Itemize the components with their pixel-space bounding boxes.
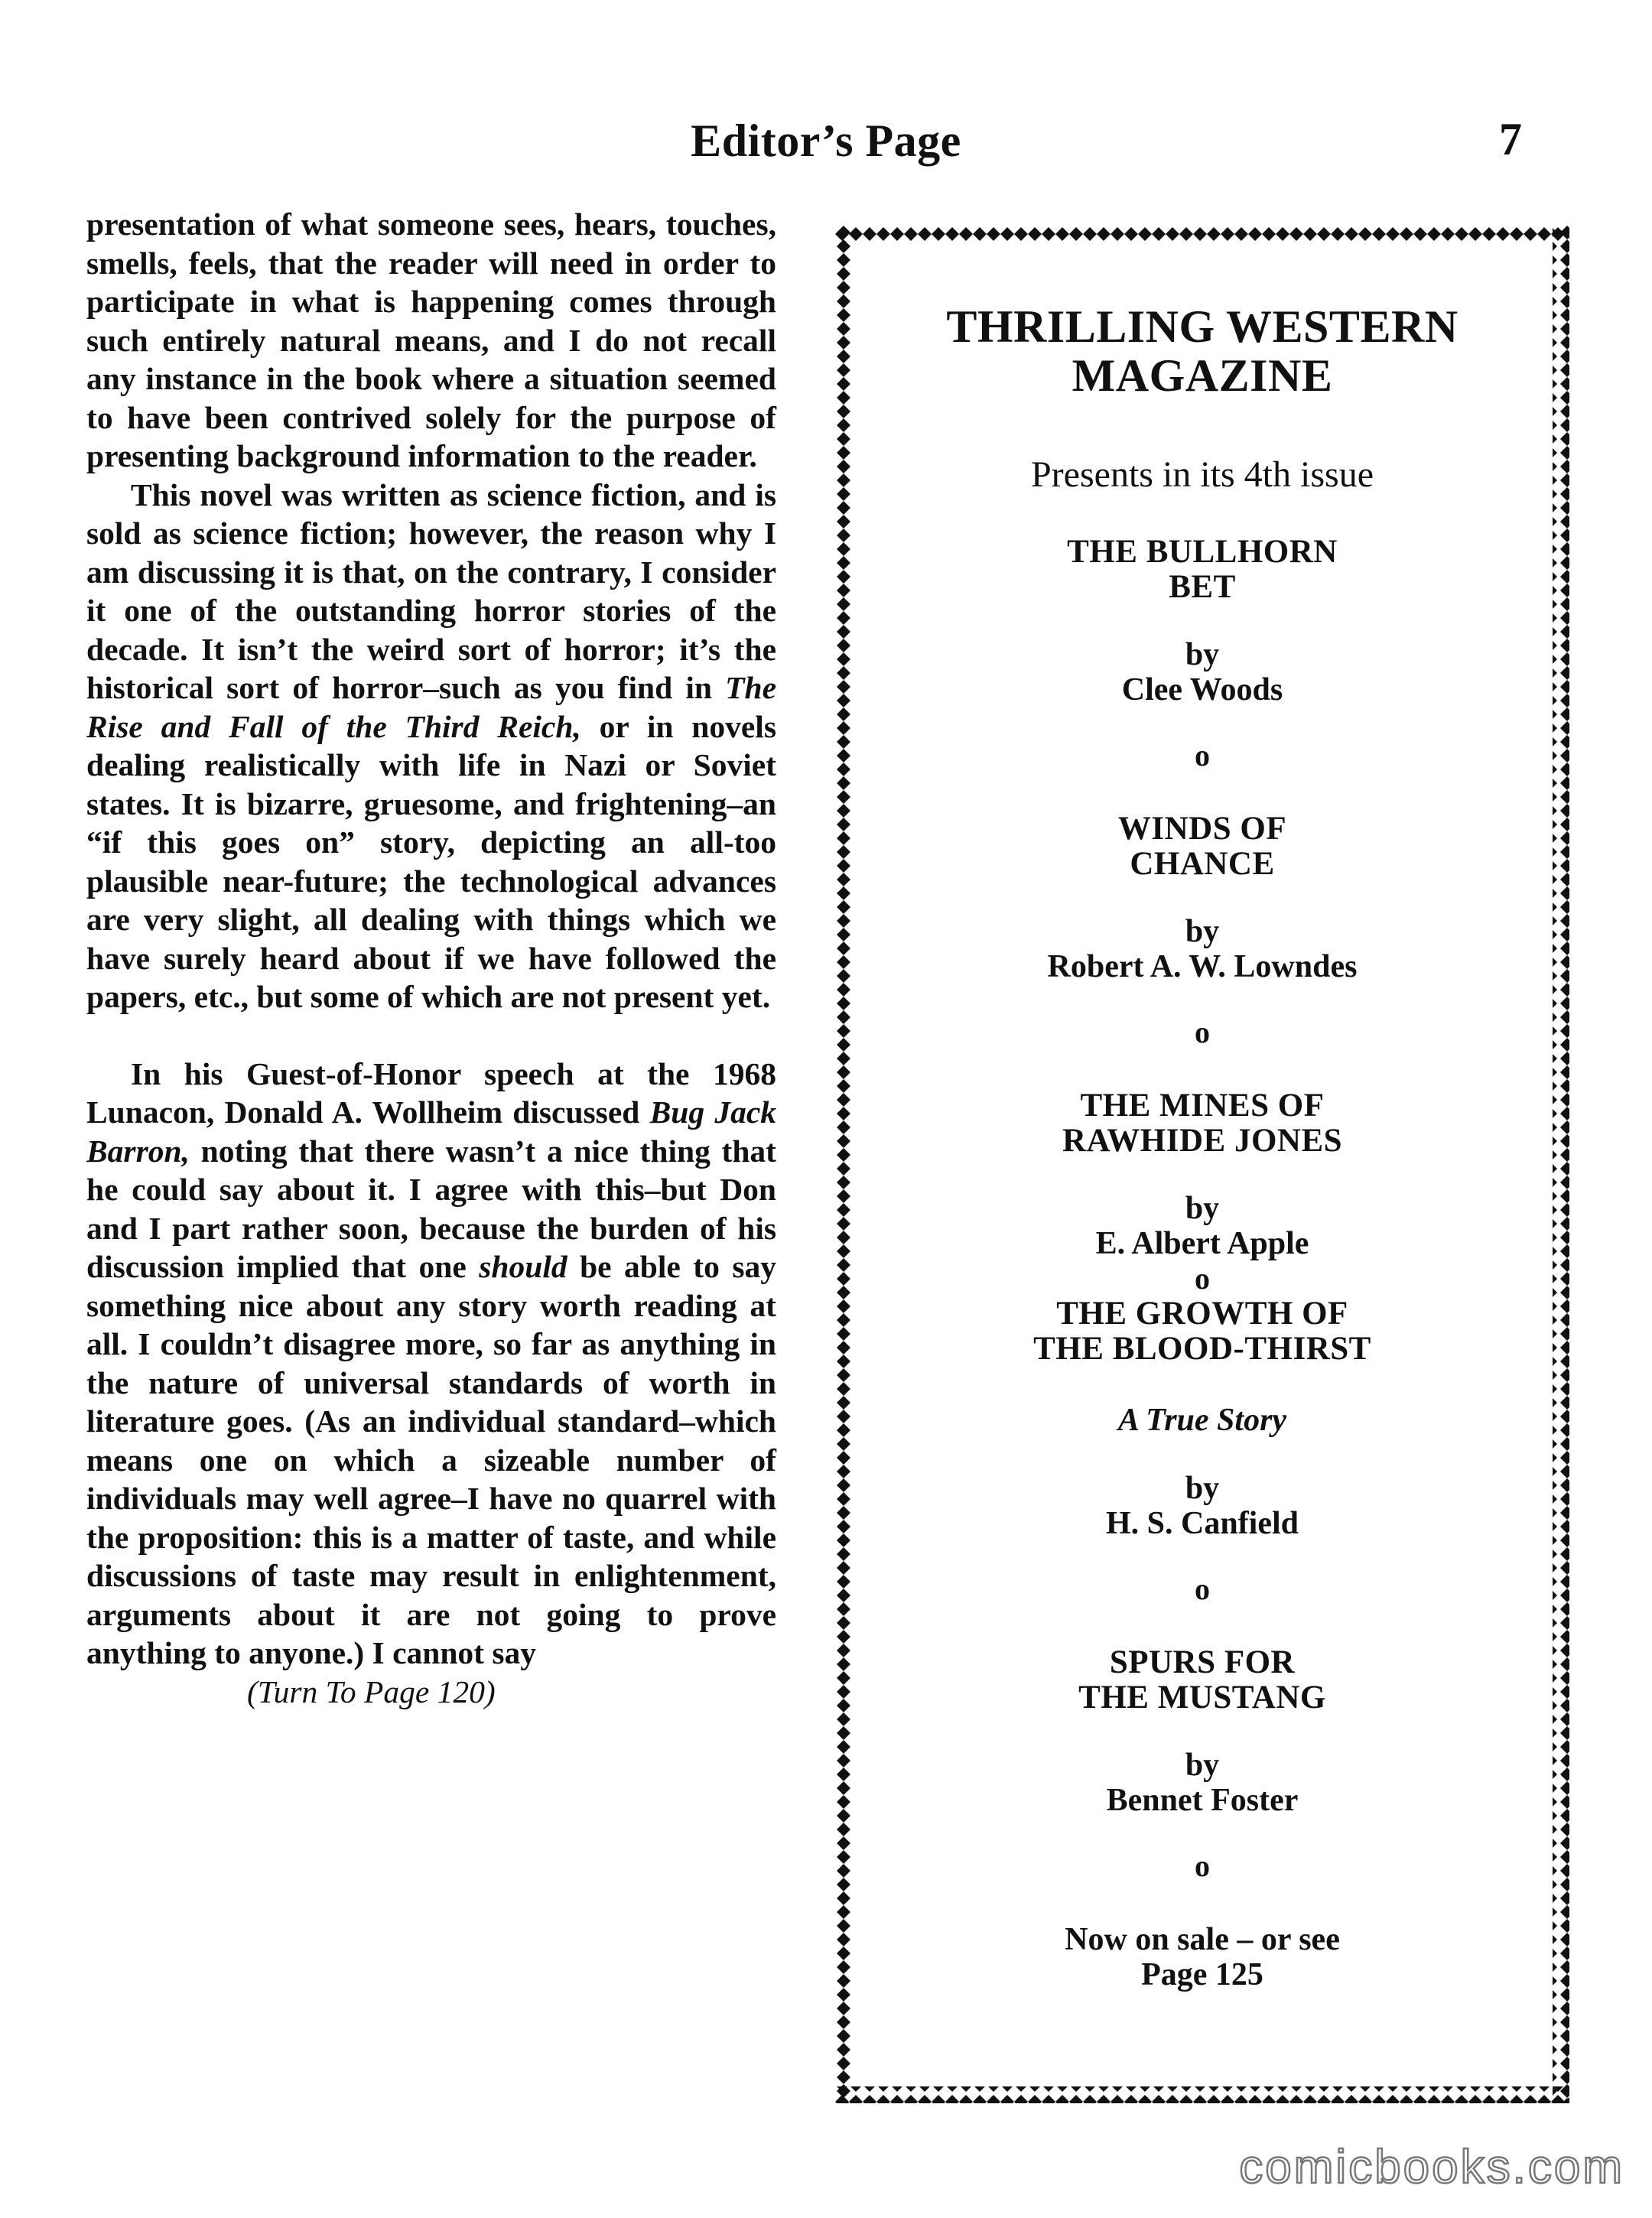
ad-subtitle: Presents in its 4th issue (1030, 454, 1374, 495)
separator: o (1195, 1572, 1210, 1606)
separator: o (1195, 738, 1210, 772)
ad-content (881, 302, 1524, 1992)
site-watermark: comicbooks.com (1239, 2141, 1624, 2194)
story-title: THE GROWTH OF THE BLOOD-THIRST (1033, 1296, 1371, 1367)
by-label: by (1185, 1191, 1220, 1226)
story-title: THE BULLHORN BET (1067, 534, 1338, 605)
article-column (86, 205, 776, 1711)
story-item (881, 1088, 1524, 1261)
book-title-bug-jack-barron: Bug Jack Barron, (86, 1094, 776, 1169)
separator: o (1195, 1015, 1210, 1049)
by-label: by (1185, 1748, 1220, 1783)
by-label: by (1185, 637, 1220, 672)
story-title: THE MINES OF RAWHIDE JONES (1062, 1088, 1343, 1159)
story-item (881, 1645, 1524, 1818)
separator: o (1195, 1261, 1210, 1296)
story-item (881, 535, 1524, 707)
continued-note: (Turn To Page 120) (247, 1673, 496, 1709)
article-paragraph-1: presentation of what someone sees, hears, touches, smells, feels, that the reader will need in order to participate in what is happening comes through such entirely natural means, and I do not recall any instance in the book where a situation seemed to have been contrived solely for the purpose of presenting background information to the reader. (86, 207, 776, 473)
story-author: Clee Woods (1121, 672, 1283, 707)
story-title: WINDS OF CHANCE (1117, 811, 1287, 882)
story-author: H. S. Canfield (1105, 1506, 1299, 1541)
story-title: SPURS FOR THE MUSTANG (1078, 1644, 1326, 1716)
article-paragraph-2: This novel was written as science fiction, and is sold as science fiction; however, the reason why I am discussing it is that, on the contrary, I consider it one of the outstanding horror stories of the decade. It isn’t the weird sort of horror; it’s the historical sort of horror–such as you find in The Rise and Fall of the Third Reich, or in novels dealing realistically with life in Nazi or Soviet states. It is bizarre, gruesome, and frightening–an “if this goes on” story, depicting an all-too plausible near-future; the technological advances are very slight, all dealing with things which we have surely heard about if we have followed the papers, etc., but some of which are not present yet. (86, 476, 776, 1014)
ad-footer: Now on sale – or see Page 125 (1065, 1922, 1340, 1992)
emphasis-should: should (479, 1249, 567, 1284)
page-title: Editor’s Page (691, 115, 961, 166)
story-author: Robert A. W. Lowndes (1047, 949, 1358, 984)
separator: o (1195, 1849, 1210, 1883)
story-author: E. Albert Apple (1095, 1226, 1309, 1261)
story-item (881, 811, 1524, 984)
book-title-third-reich: The Rise and Fall of the Third Reich, (86, 670, 776, 744)
page-number: 7 (1499, 114, 1522, 164)
story-item (881, 1296, 1524, 1541)
magazine-ad-box (835, 226, 1569, 2103)
by-label: by (1185, 1471, 1220, 1506)
story-author: Bennet Foster (1106, 1783, 1299, 1818)
article-paragraph-3: In his Guest-of-Honor speech at the 1968 Lunacon, Donald A. Wollheim discussed Bug Jack Barron, noting that there wasn’t a nice thing that he could say about it. I agree with this–but Don and I part rather soon, because the burden of his discussion implied that one should be able to say something nice about any story worth reading at all. I couldn’t disagree more, so far as anything in the nature of universal standards of worth in literature goes. (As an individual standard–which means one on which a sizeable number of individuals may well agree–I have no quarrel with the proposition: this is a matter of taste, and while discussions of taste may result in enlightenment, arguments about it are not going to prove anything to anyone.) I cannot say (86, 1055, 776, 1670)
ad-magazine-title: THRILLING WESTERN MAGAZINE (946, 301, 1459, 401)
by-label: by (1185, 914, 1220, 949)
story-tagline: A True Story (1117, 1403, 1287, 1438)
